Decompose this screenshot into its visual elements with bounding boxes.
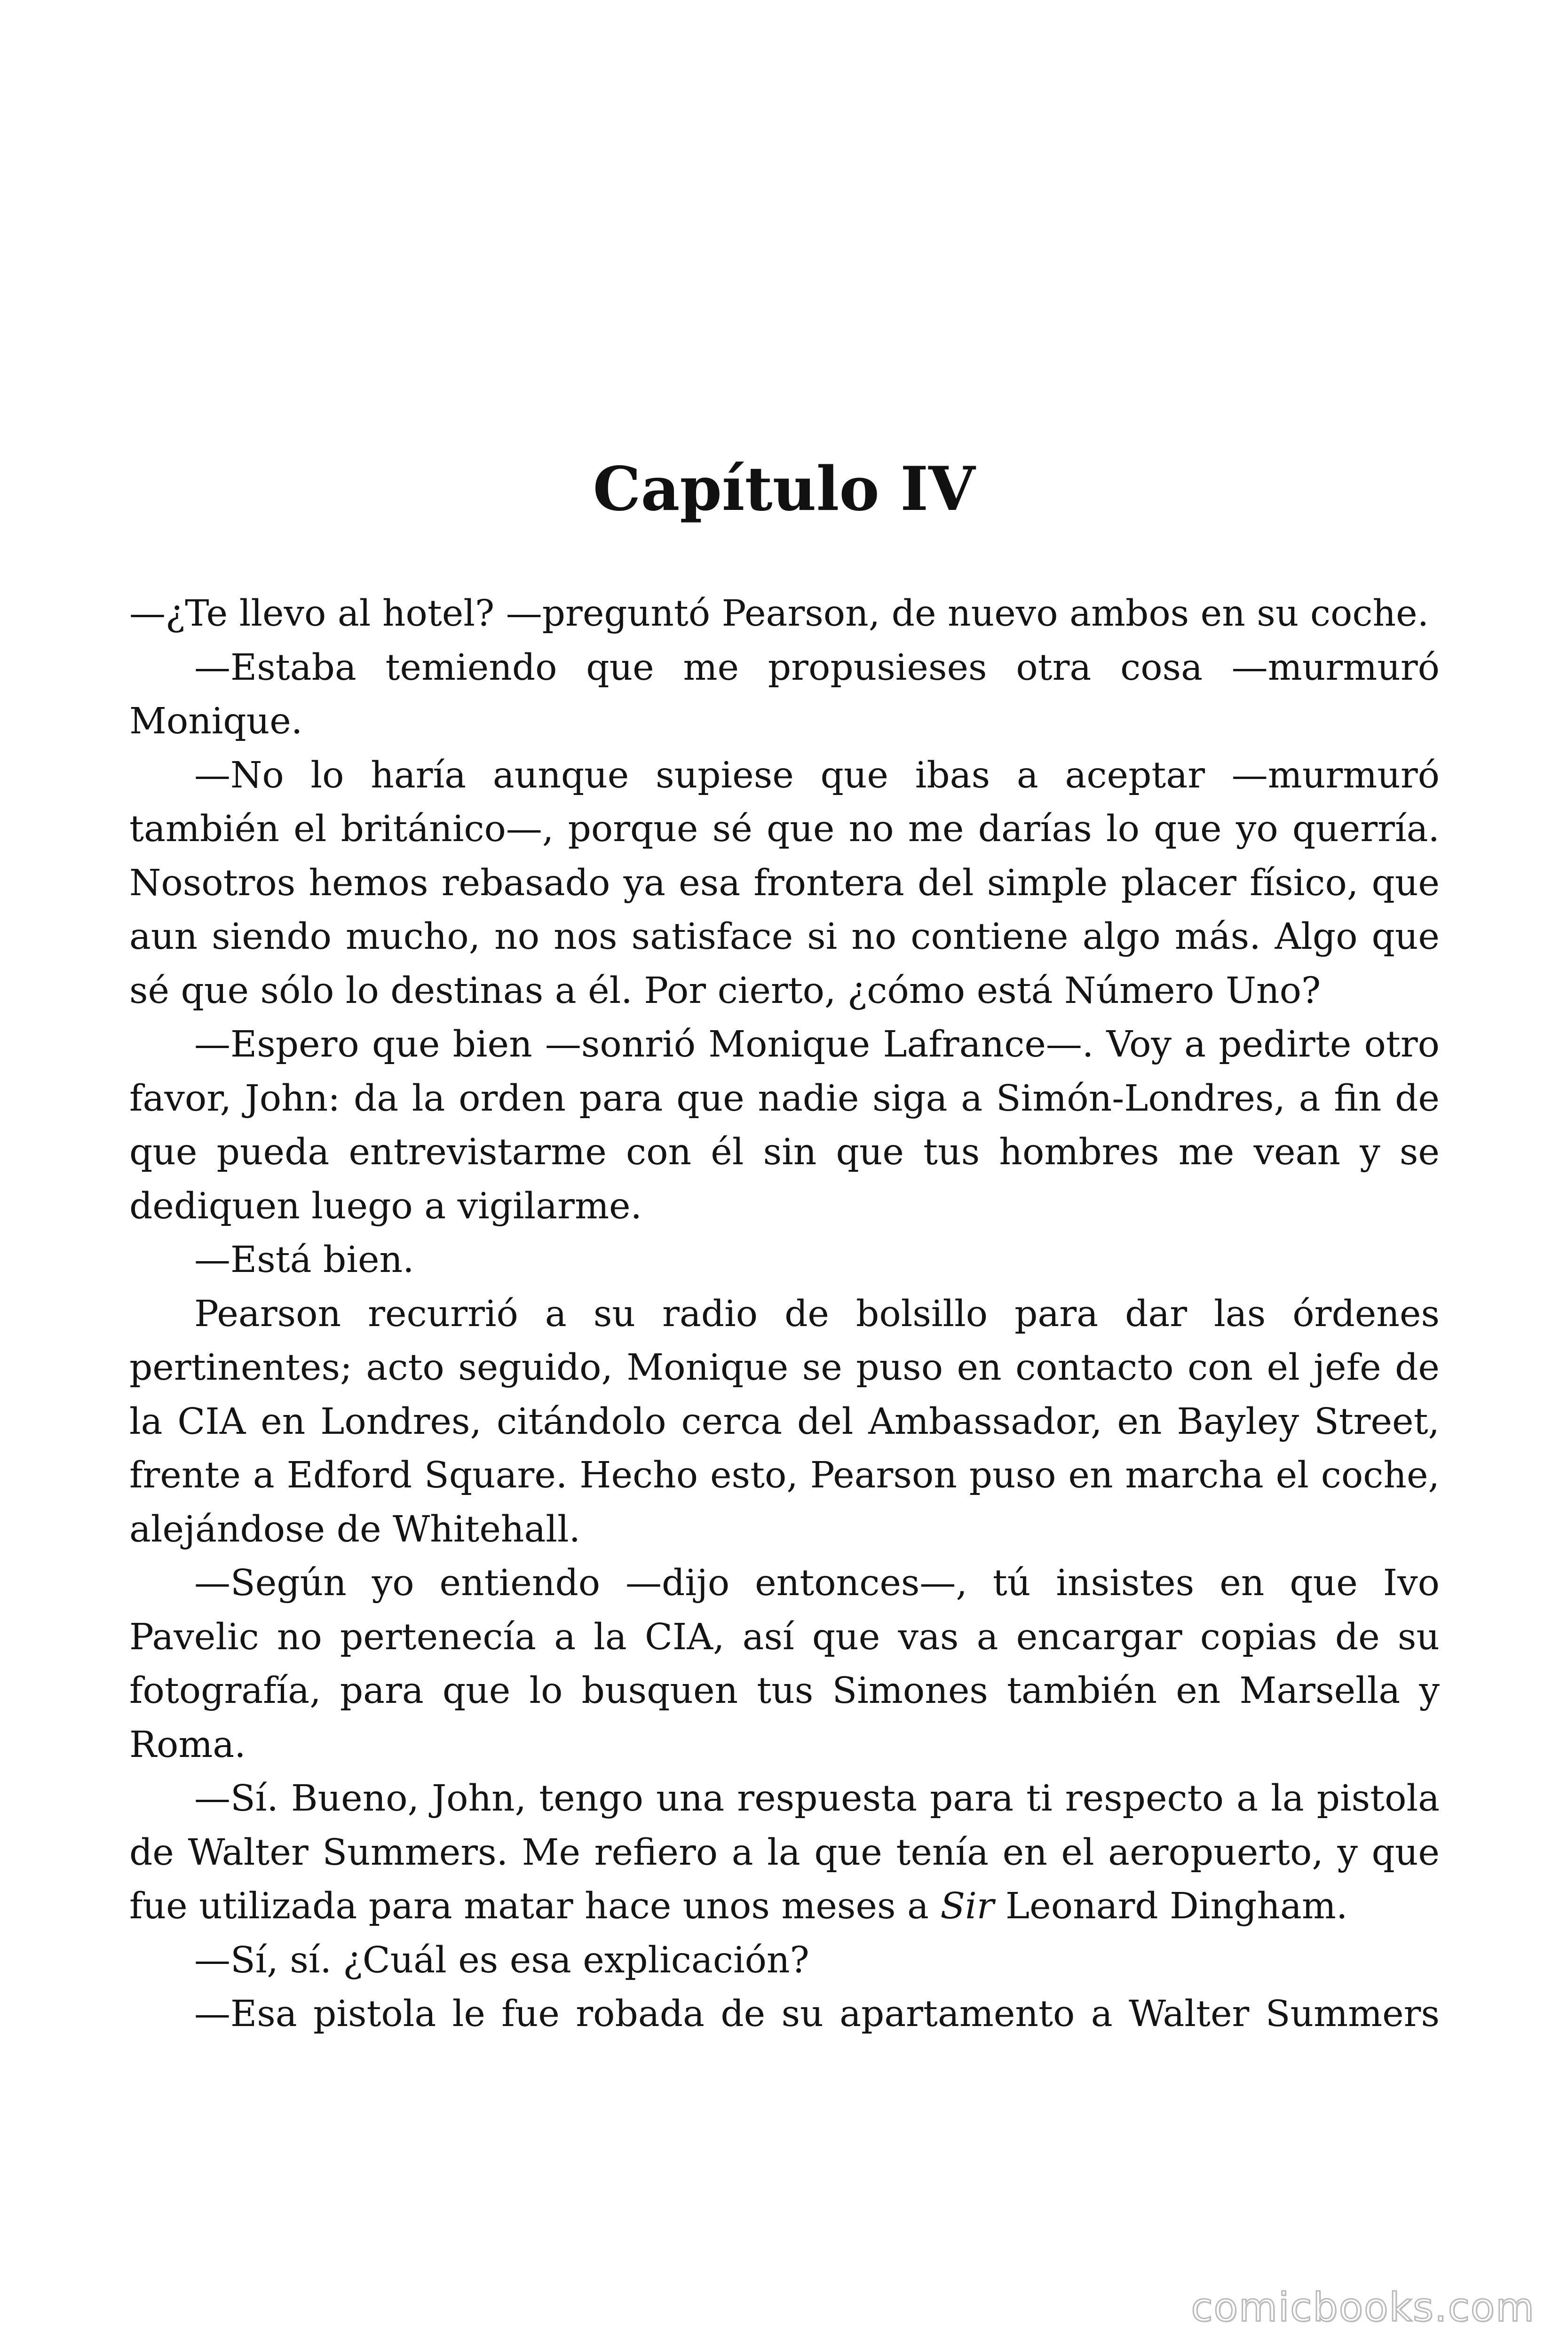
paragraph (129, 1233, 1440, 1287)
paragraph-text: —Sí. Bueno, John, tengo una respuesta para ti respecto a la pistola de Walter Summers. Me refiero a la que tenía en el aeropuerto, y que fue utilizada para matar hace unos meses a (129, 1778, 1440, 1927)
paragraph-text: —Sí, sí. ¿Cuál es esa explicación? (194, 1939, 809, 1981)
paragraph-text: —Según yo entiendo —dijo entonces—, tú insistes en que Ivo Pavelic no pertenecía a la CIA, así que vas a encargar copias de su fotografía, para que lo busquen tus Simones también en Marsella y Roma. (129, 1562, 1440, 1766)
paragraph (129, 749, 1440, 1018)
paragraph-text: —No lo haría aunque supiese que ibas a aceptar —murmuró también el británico—, porque sé que no me darías lo que yo querría. Nosotros hemos rebasado ya esa frontera del simple placer físico, que aun siendo mucho, no nos satisface si no contiene algo más. Algo que sé que sólo lo destinas a él. Por cierto, ¿cómo está Número Uno? (129, 754, 1440, 1012)
chapter-body (129, 587, 1440, 2042)
paragraph-text: —Esa pistola le fue robada de su apartamento a Walter Summers (194, 1993, 1440, 2035)
paragraph (129, 641, 1440, 749)
italic-title-sir: Sir (940, 1885, 994, 1927)
paragraph (129, 1287, 1440, 1557)
paragraph-text: —Espero que bien —sonrió Monique Lafrance—. Voy a pedirte otro favor, John: da la orden para que nadie siga a Simón-Londres, a fin de que pueda entrevistarme con él sin que tus hombres me vean y se dediquen luego a vigilarme. (129, 1024, 1440, 1227)
paragraph (129, 1987, 1440, 2042)
chapter-title: Capítulo IV (593, 454, 975, 524)
paragraph-text: Pearson recurrió a su radio de bolsillo para dar las órdenes pertinentes; acto seguido, Monique se puso en contacto con el jefe de la CIA en Londres, citándolo cerca del Ambassador, en Bayley Street, frente a Edford Square. Hecho esto, Pearson puso en marcha el coche, alejándose de Whitehall. (129, 1293, 1440, 1550)
paragraph (129, 1557, 1440, 1772)
paragraph-text: Leonard Dingham. (994, 1885, 1348, 1927)
paragraph (129, 1772, 1440, 1934)
paragraph-text: —¿Te llevo al hotel? —preguntó Pearson, de nuevo ambos en su coche. (129, 593, 1429, 635)
watermark: comicbooks.com (1191, 2284, 1535, 2330)
paragraph-text: —Está bien. (194, 1239, 414, 1281)
paragraph (129, 1934, 1440, 1988)
paragraph-text: —Estaba temiendo que me propusieses otra cosa —murmuró Monique. (129, 646, 1440, 742)
paragraph (129, 587, 1440, 641)
paragraph (129, 1018, 1440, 1233)
